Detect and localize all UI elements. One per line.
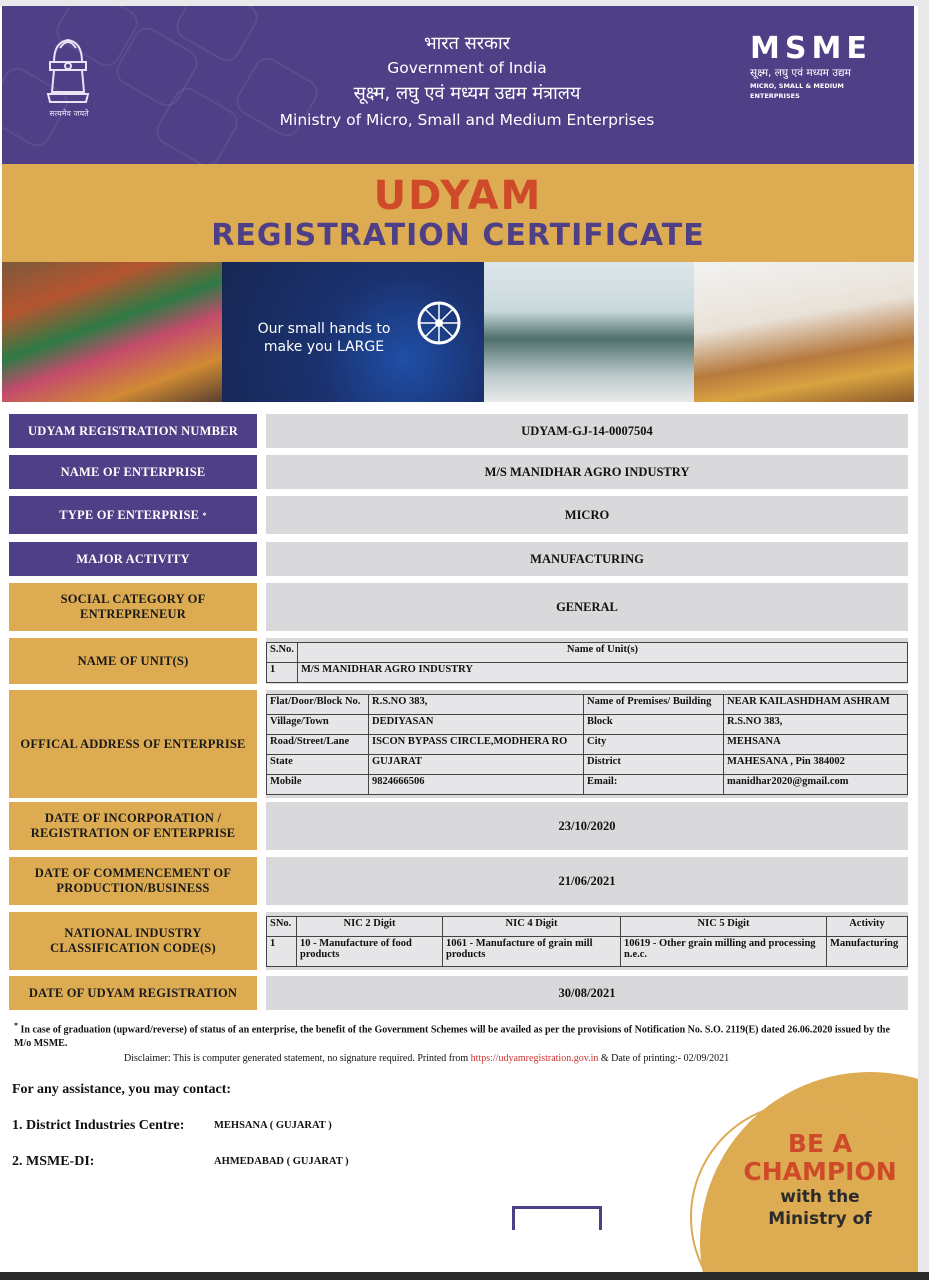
photo-banner	[2, 262, 914, 402]
table-row	[267, 937, 908, 967]
row-major-activity	[9, 542, 909, 576]
table-cell: Email:	[584, 775, 724, 795]
row-nic-codes	[9, 912, 909, 970]
enterprise-name-label: NAME OF ENTERPRISE	[9, 455, 257, 489]
table-row	[267, 663, 908, 683]
hindi-government: भारत सरकार	[423, 33, 511, 54]
msme-logo-text: MSME	[750, 31, 872, 66]
major-activity-value: MANUFACTURING	[266, 542, 908, 576]
enterprise-type-label: TYPE OF ENTERPRISE	[59, 507, 200, 522]
asterisk-mark: *	[202, 510, 207, 520]
table-header: NIC 4 Digit	[443, 917, 621, 937]
dic-value: MEHSANA ( GUJARAT )	[214, 1120, 332, 1131]
address-label: OFFICAL ADDRESS OF ENTERPRISE	[9, 690, 257, 798]
government-of-india: Government of India	[387, 59, 547, 77]
msme-di-value: AHMEDABAD ( GUJARAT )	[214, 1156, 349, 1167]
incorporation-date-label: DATE OF INCORPORATION / REGISTRATION OF ENTERPRISE	[9, 802, 257, 850]
champion-line2: CHAMPION	[743, 1157, 897, 1186]
champion-line3: with the	[780, 1187, 860, 1207]
hindi-ministry: सूक्ष्म, लघु एवं मध्यम उद्यम मंत्रालय	[353, 83, 581, 104]
table-cell: Name of Premises/ Building	[584, 695, 724, 715]
disclaimer-text: Disclaimer: This is computer generated statement, no signature required. Printed from	[124, 1053, 469, 1064]
table-row	[267, 715, 908, 735]
nic-table	[266, 916, 908, 967]
table-header: NIC 5 Digit	[621, 917, 827, 937]
table-cell: State	[267, 755, 369, 775]
table-cell: 1061 - Manufacture of grain mill products	[443, 937, 621, 967]
table-row	[267, 755, 908, 775]
dic-label: 1. District Industries Centre:	[12, 1118, 185, 1133]
emblem-motto: सत्यमेव जयते	[49, 109, 89, 118]
registration-number-label: UDYAM REGISTRATION NUMBER	[9, 414, 257, 448]
udyam-date-label: DATE OF UDYAM REGISTRATION	[9, 976, 257, 1010]
msme-subtitle: MICRO, SMALL & MEDIUM ENTERPRISES	[750, 82, 844, 100]
udyam-date-value: 30/08/2021	[266, 976, 908, 1010]
table-cell: M/S MANIDHAR AGRO INDUSTRY	[297, 663, 907, 683]
table-cell: City	[584, 735, 724, 755]
table-cell: 9824666506	[369, 775, 584, 795]
nic-codes-label: NATIONAL INDUSTRY CLASSIFICATION CODE(S)	[9, 912, 257, 970]
graduation-note	[14, 1019, 904, 1051]
major-activity-label: MAJOR ACTIVITY	[9, 542, 257, 576]
note-mark: *	[14, 1021, 18, 1030]
header-titles	[232, 32, 702, 132]
row-incorporation-date	[9, 802, 909, 850]
msme-hindi: सूक्ष्म, लघु एवं मध्यम उद्यम	[750, 67, 851, 79]
table-cell: District	[584, 755, 724, 775]
enterprise-type-label-cell	[9, 496, 257, 534]
table-row	[267, 735, 908, 755]
table-cell: 1	[267, 937, 297, 967]
table-cell: MEHSANA	[724, 735, 908, 755]
social-category-label: SOCIAL CATEGORY OF ENTREPRENEUR	[9, 583, 257, 631]
commencement-date-label: DATE OF COMMENCEMENT OF PRODUCTION/BUSINESS	[9, 857, 257, 905]
farm-photo	[694, 262, 914, 402]
row-address	[9, 690, 909, 798]
table-cell: Road/Street/Lane	[267, 735, 369, 755]
registration-number-value: UDYAM-GJ-14-0007504	[266, 414, 908, 448]
certificate-page	[0, 6, 918, 1274]
table-header: NIC 2 Digit	[297, 917, 443, 937]
table-cell: NEAR KAILASHDHAM ASHRAM	[724, 695, 908, 715]
header	[2, 6, 914, 164]
artisan-photo	[2, 262, 222, 402]
commencement-date-value: 21/06/2021	[266, 857, 908, 905]
table-cell: Flat/Door/Block No.	[267, 695, 369, 715]
table-cell: GUJARAT	[369, 755, 584, 775]
unit-names-label: NAME OF UNIT(S)	[9, 638, 257, 684]
incorporation-date-value: 23/10/2020	[266, 802, 908, 850]
table-cell: R.S.NO 383,	[724, 715, 908, 735]
row-udyam-date	[9, 976, 909, 1010]
social-category-value: GENERAL	[266, 583, 908, 631]
champion-line4: Ministry of	[768, 1209, 872, 1229]
row-commencement-date	[9, 857, 909, 905]
table-cell: ISCON BYPASS CIRCLE,MODHERA RO	[369, 735, 584, 755]
table-row	[267, 695, 908, 715]
table-cell: Block	[584, 715, 724, 735]
table-cell: Mobile	[267, 775, 369, 795]
table-cell: Village/Town	[267, 715, 369, 735]
row-enterprise-name	[9, 455, 909, 489]
bottom-bar	[0, 1272, 929, 1280]
note-text: In case of graduation (upward/reverse) of status of an enterprise, the benefit of the Government Schemes will be availed as per the provisions of Notification No. S.O. 2119(E) dated 26.06.2020 issued by the M/o MSME.	[14, 1024, 890, 1050]
udyam-portal-link[interactable]: https://udyamregistration.gov.in	[470, 1053, 599, 1064]
assistance-heading: For any assistance, you may contact:	[12, 1082, 232, 1097]
disclaimer	[124, 1052, 904, 1066]
ministry-name: Ministry of Micro, Small and Medium Enterprises	[279, 111, 655, 129]
address-cell	[266, 690, 908, 798]
champion-badge	[722, 1130, 918, 1230]
nic-codes-cell	[266, 912, 908, 970]
row-unit-names	[9, 638, 909, 684]
table-header: Activity	[827, 917, 908, 937]
table-cell: 10619 - Other grain milling and processing n.e.c.	[621, 937, 827, 967]
enterprise-name-value: M/S MANIDHAR AGRO INDUSTRY	[266, 455, 908, 489]
office-photo	[484, 262, 694, 402]
row-registration-number	[9, 414, 909, 448]
qr-frame	[512, 1206, 602, 1230]
enterprise-type-value: MICRO	[266, 496, 908, 534]
row-enterprise-type	[9, 496, 909, 534]
table-header-row	[267, 917, 908, 937]
udyam-title: UDYAM	[373, 173, 543, 219]
certificate-title: REGISTRATION CERTIFICATE	[211, 218, 705, 253]
row-social-category	[9, 583, 909, 631]
table-header: S.No.	[267, 643, 298, 663]
champion-line1: BE A	[787, 1129, 853, 1158]
chakra-icon	[414, 298, 464, 348]
table-cell: DEDIYASAN	[369, 715, 584, 735]
banner-tagline: Our small hands to make you LARGE	[257, 321, 391, 355]
units-table	[266, 642, 908, 683]
table-header: Name of Unit(s)	[297, 643, 907, 663]
table-cell: 10 - Manufacture of food products	[297, 937, 443, 967]
table-row	[267, 775, 908, 795]
msme-di-label: 2. MSME-DI:	[12, 1154, 95, 1169]
title-band	[2, 164, 914, 262]
table-cell: MAHESANA , Pin 384002	[724, 755, 908, 775]
msme-logo	[750, 32, 890, 101]
unit-names-cell	[266, 638, 908, 684]
table-header: SNo.	[267, 917, 297, 937]
table-cell: 1	[267, 663, 298, 683]
print-date: & Date of printing:- 02/09/2021	[600, 1053, 730, 1064]
table-cell: Manufacturing	[827, 937, 908, 967]
table-cell: R.S.NO 383,	[369, 695, 584, 715]
national-emblem-icon	[40, 32, 96, 116]
table-cell: manidhar2020@gmail.com	[724, 775, 908, 795]
table-header-row	[267, 643, 908, 663]
address-table	[266, 694, 908, 795]
